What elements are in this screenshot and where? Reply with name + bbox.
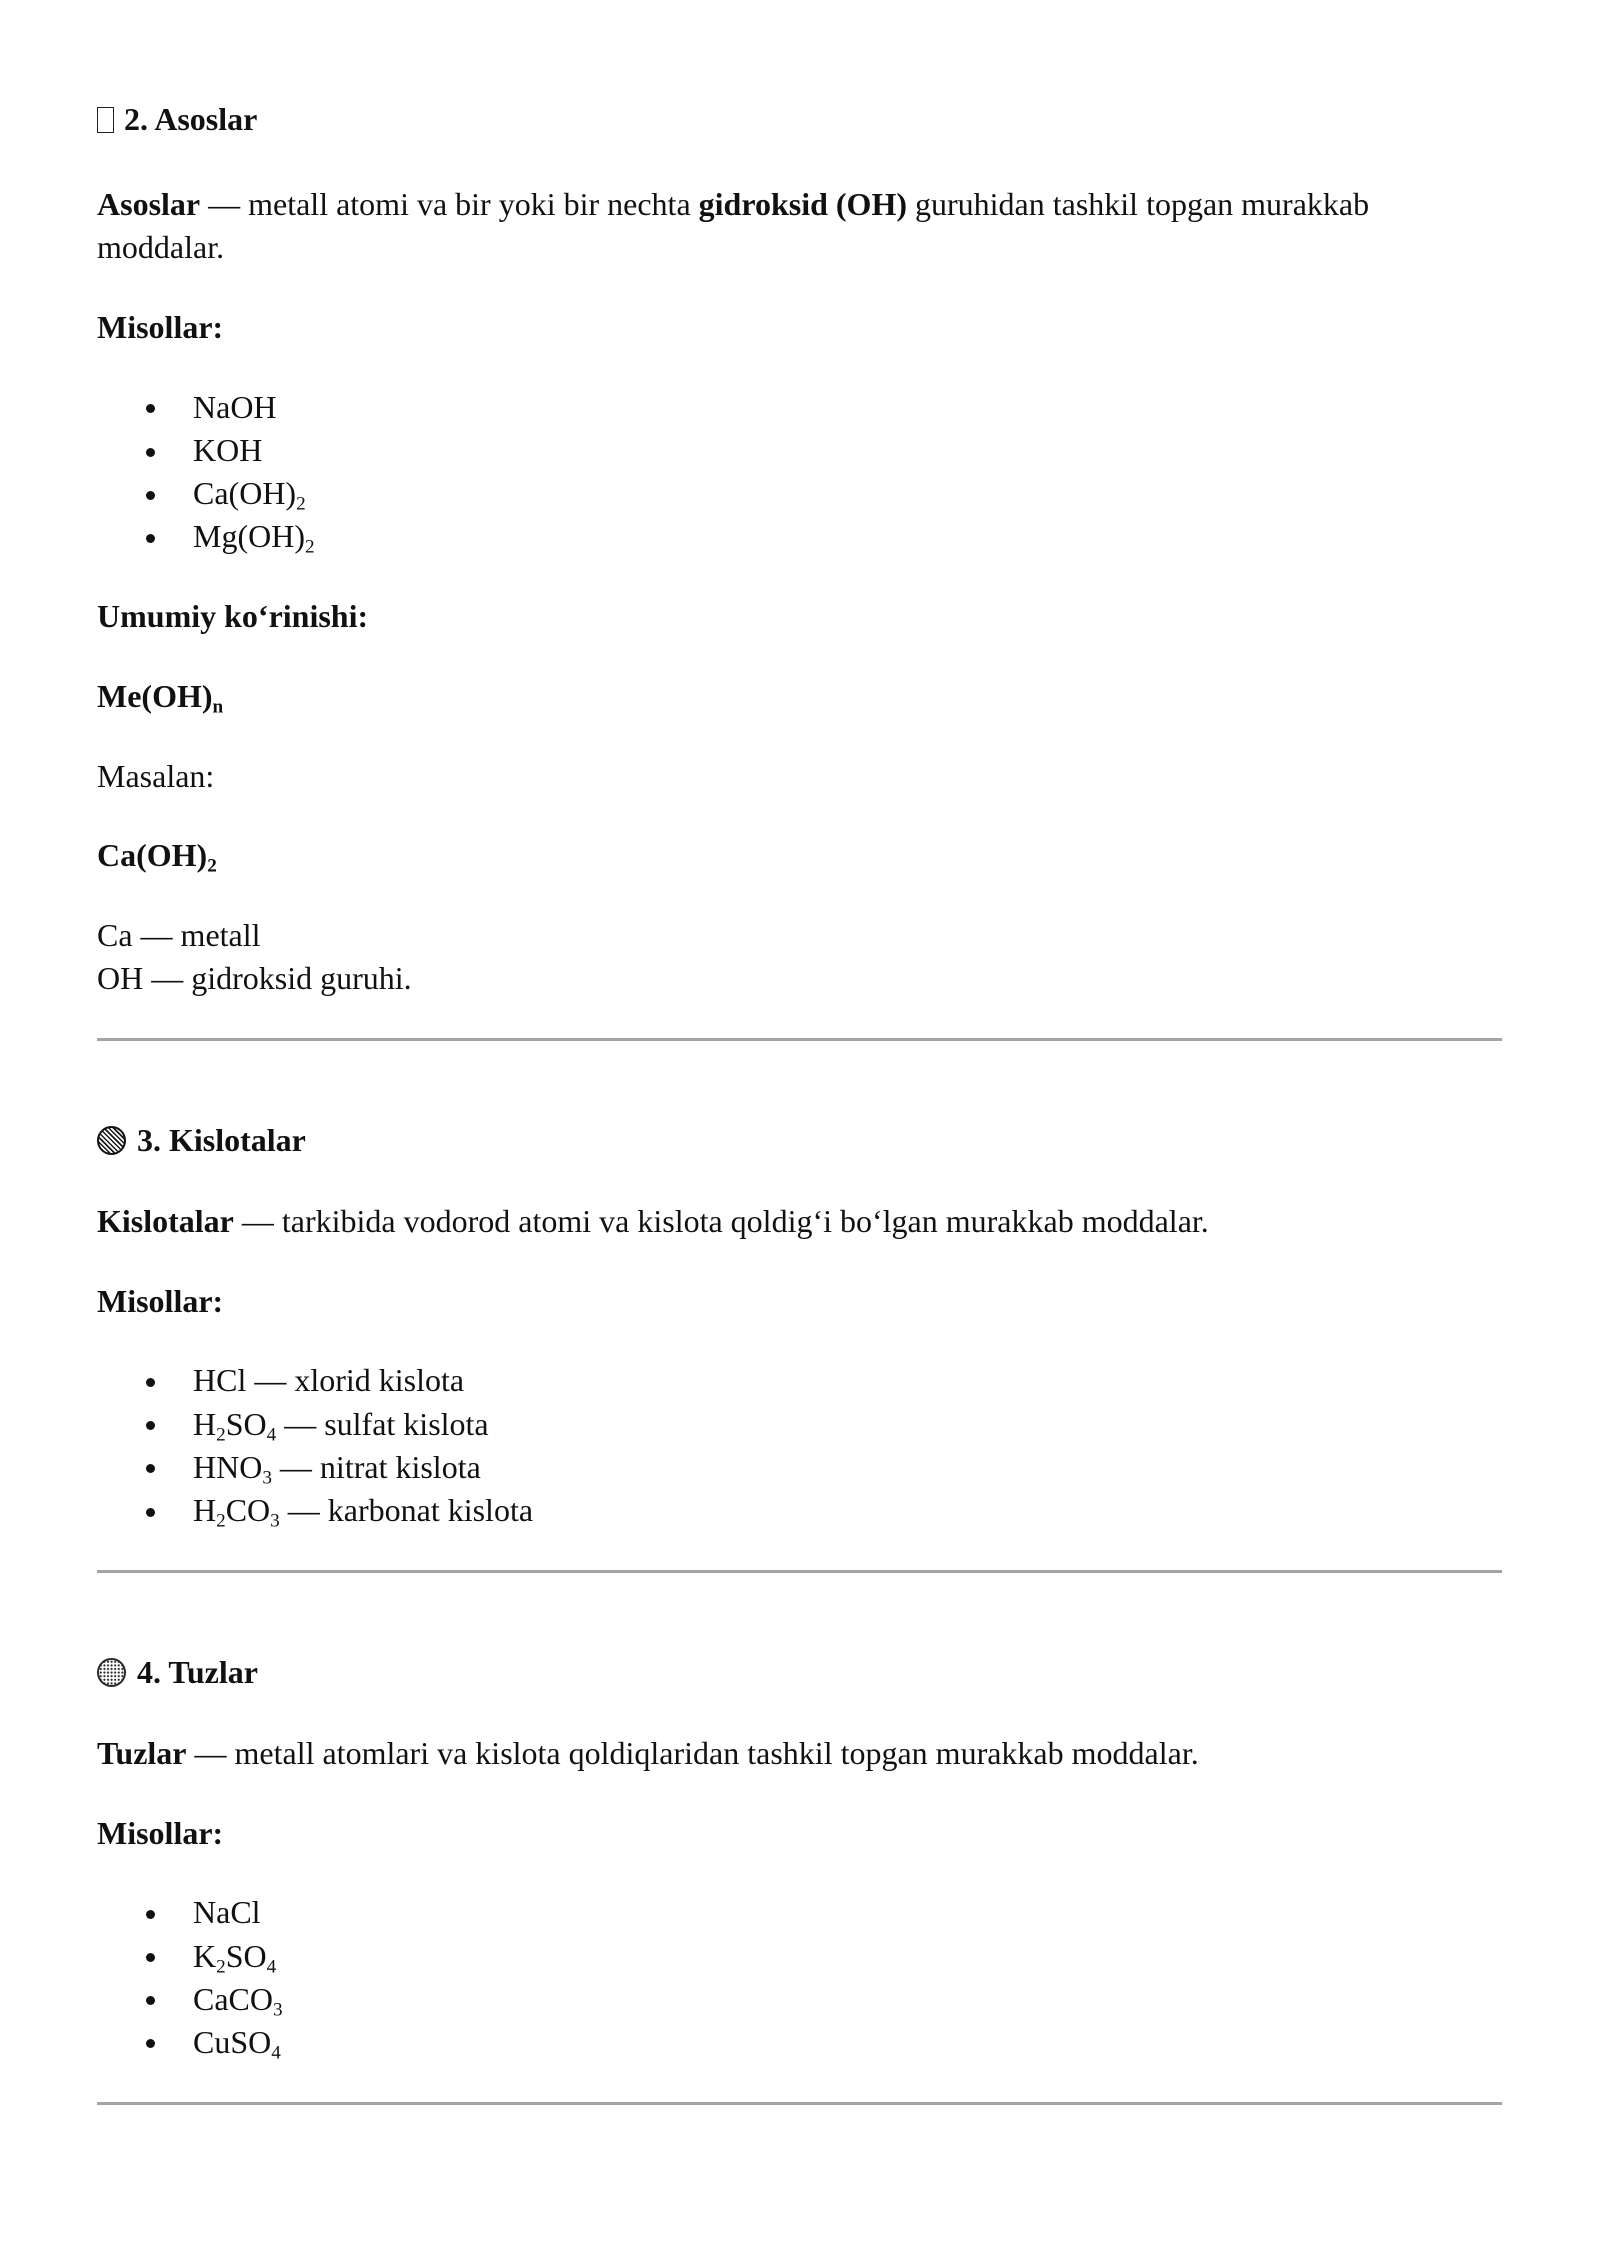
formula-part: SO: [225, 1405, 267, 1442]
formula-subscript: 2: [216, 1510, 226, 1532]
hatched-circle-icon: [97, 1126, 126, 1155]
section-heading: [97, 98, 1502, 141]
definition-text: — metall atomlari va kislota qoldiqlaridan tashkil topgan murakkab moddalar.: [194, 1734, 1199, 1771]
compound-name: — karbonat kislota: [287, 1492, 534, 1529]
list-item: [97, 472, 1502, 515]
section-kislotalar: [97, 1119, 1502, 1532]
list-item: [97, 2021, 1502, 2064]
formula-explanation: [97, 914, 1502, 1000]
formula-subscript: 2: [296, 493, 306, 515]
formula-part: K: [193, 1937, 217, 1974]
example-label: Masalan:: [97, 757, 215, 794]
list-item: [97, 1359, 1502, 1402]
list-item: [97, 1978, 1502, 2021]
formula-subscript: 3: [262, 1467, 272, 1489]
formula-part: HNO: [193, 1448, 263, 1485]
formula-part: CO: [225, 1492, 271, 1529]
list-item: [97, 1489, 1502, 1532]
heading-text: 3. Kislotalar: [137, 1122, 306, 1159]
definition-term: Kislotalar: [97, 1203, 234, 1240]
formula-part: Mg(OH): [193, 518, 305, 555]
section-divider: [97, 2102, 1502, 2105]
heading-text: 4. Tuzlar: [137, 1654, 258, 1691]
formula-subscript: n: [212, 696, 224, 718]
example-formula: [97, 834, 1502, 877]
section-heading: [97, 1119, 1502, 1162]
formula-part: Me(OH): [97, 677, 213, 714]
explanation-line: Ca — metall: [97, 916, 261, 953]
definition-term: Asoslar: [97, 186, 201, 223]
list-item: [97, 1403, 1502, 1446]
formula-part: CaCO: [193, 1980, 273, 2017]
heading-text: 2. Asoslar: [124, 101, 258, 137]
list-item: [97, 429, 1502, 472]
examples-list: [97, 386, 1502, 559]
section-divider: [97, 1038, 1502, 1041]
compound-name: — xlorid kislota: [254, 1362, 465, 1399]
explanation-line: OH — gidroksid guruhi.: [97, 960, 412, 997]
definition-text: — metall atomi va bir yoki bir nechta: [208, 186, 691, 223]
list-item: [97, 1935, 1502, 1978]
formula-subscript: 2: [207, 855, 217, 877]
definition-highlight: gidroksid (OH): [698, 186, 907, 223]
compound-name: — nitrat kislota: [279, 1448, 481, 1485]
formula-subscript: 4: [266, 1424, 277, 1446]
section-heading: [97, 1651, 1502, 1694]
definition-paragraph: [97, 1200, 1457, 1243]
list-item: [97, 386, 1502, 429]
examples-label: Misollar:: [97, 1282, 224, 1319]
general-form-label: Umumiy ko‘rinishi:: [97, 598, 369, 635]
general-formula: [97, 675, 1502, 718]
section-divider: [97, 1570, 1502, 1573]
list-item: [97, 1891, 1502, 1934]
section-asoslar: [97, 98, 1502, 1000]
formula-subscript: 4: [271, 2042, 281, 2064]
list-item: [97, 515, 1502, 558]
dotted-circle-icon: [97, 1658, 126, 1687]
formula-part: CuSO: [193, 2023, 272, 2060]
formula-part: KOH: [193, 432, 263, 469]
section-tuzlar: [97, 1651, 1502, 2064]
formula-part: HCl: [193, 1362, 247, 1399]
formula-part: Ca(OH): [193, 475, 297, 512]
formula-part: H: [193, 1492, 217, 1529]
examples-list: [97, 1359, 1502, 1532]
examples-label: Misollar:: [97, 309, 224, 346]
definition-paragraph: [97, 183, 1457, 269]
definition-text: — tarkibida vodorod atomi va kislota qoldig‘i bo‘lgan murakkab moddalar.: [241, 1203, 1209, 1240]
list-item: [97, 1446, 1502, 1489]
examples-list: [97, 1891, 1502, 2064]
definition-paragraph: [97, 1732, 1457, 1775]
formula-part: SO: [225, 1937, 267, 1974]
formula-subscript: 2: [216, 1955, 226, 1977]
formula-subscript: 2: [304, 536, 315, 558]
examples-label: Misollar:: [97, 1814, 224, 1851]
missing-glyph-icon: [97, 107, 114, 133]
formula-part: NaCl: [193, 1894, 261, 1931]
formula-subscript: 3: [273, 1999, 283, 2021]
definition-term: Tuzlar: [97, 1734, 187, 1771]
formula-subscript: 2: [216, 1424, 226, 1446]
definition-text-after: guruhidan tashkil topgan murakkab moddalar.: [97, 186, 1370, 266]
formula-part: Ca(OH): [97, 837, 208, 874]
formula-subscript: 4: [266, 1955, 277, 1977]
formula-part: NaOH: [193, 388, 277, 425]
compound-name: — sulfat kislota: [284, 1405, 489, 1442]
formula-subscript: 3: [270, 1510, 280, 1532]
formula-part: H: [193, 1405, 217, 1442]
